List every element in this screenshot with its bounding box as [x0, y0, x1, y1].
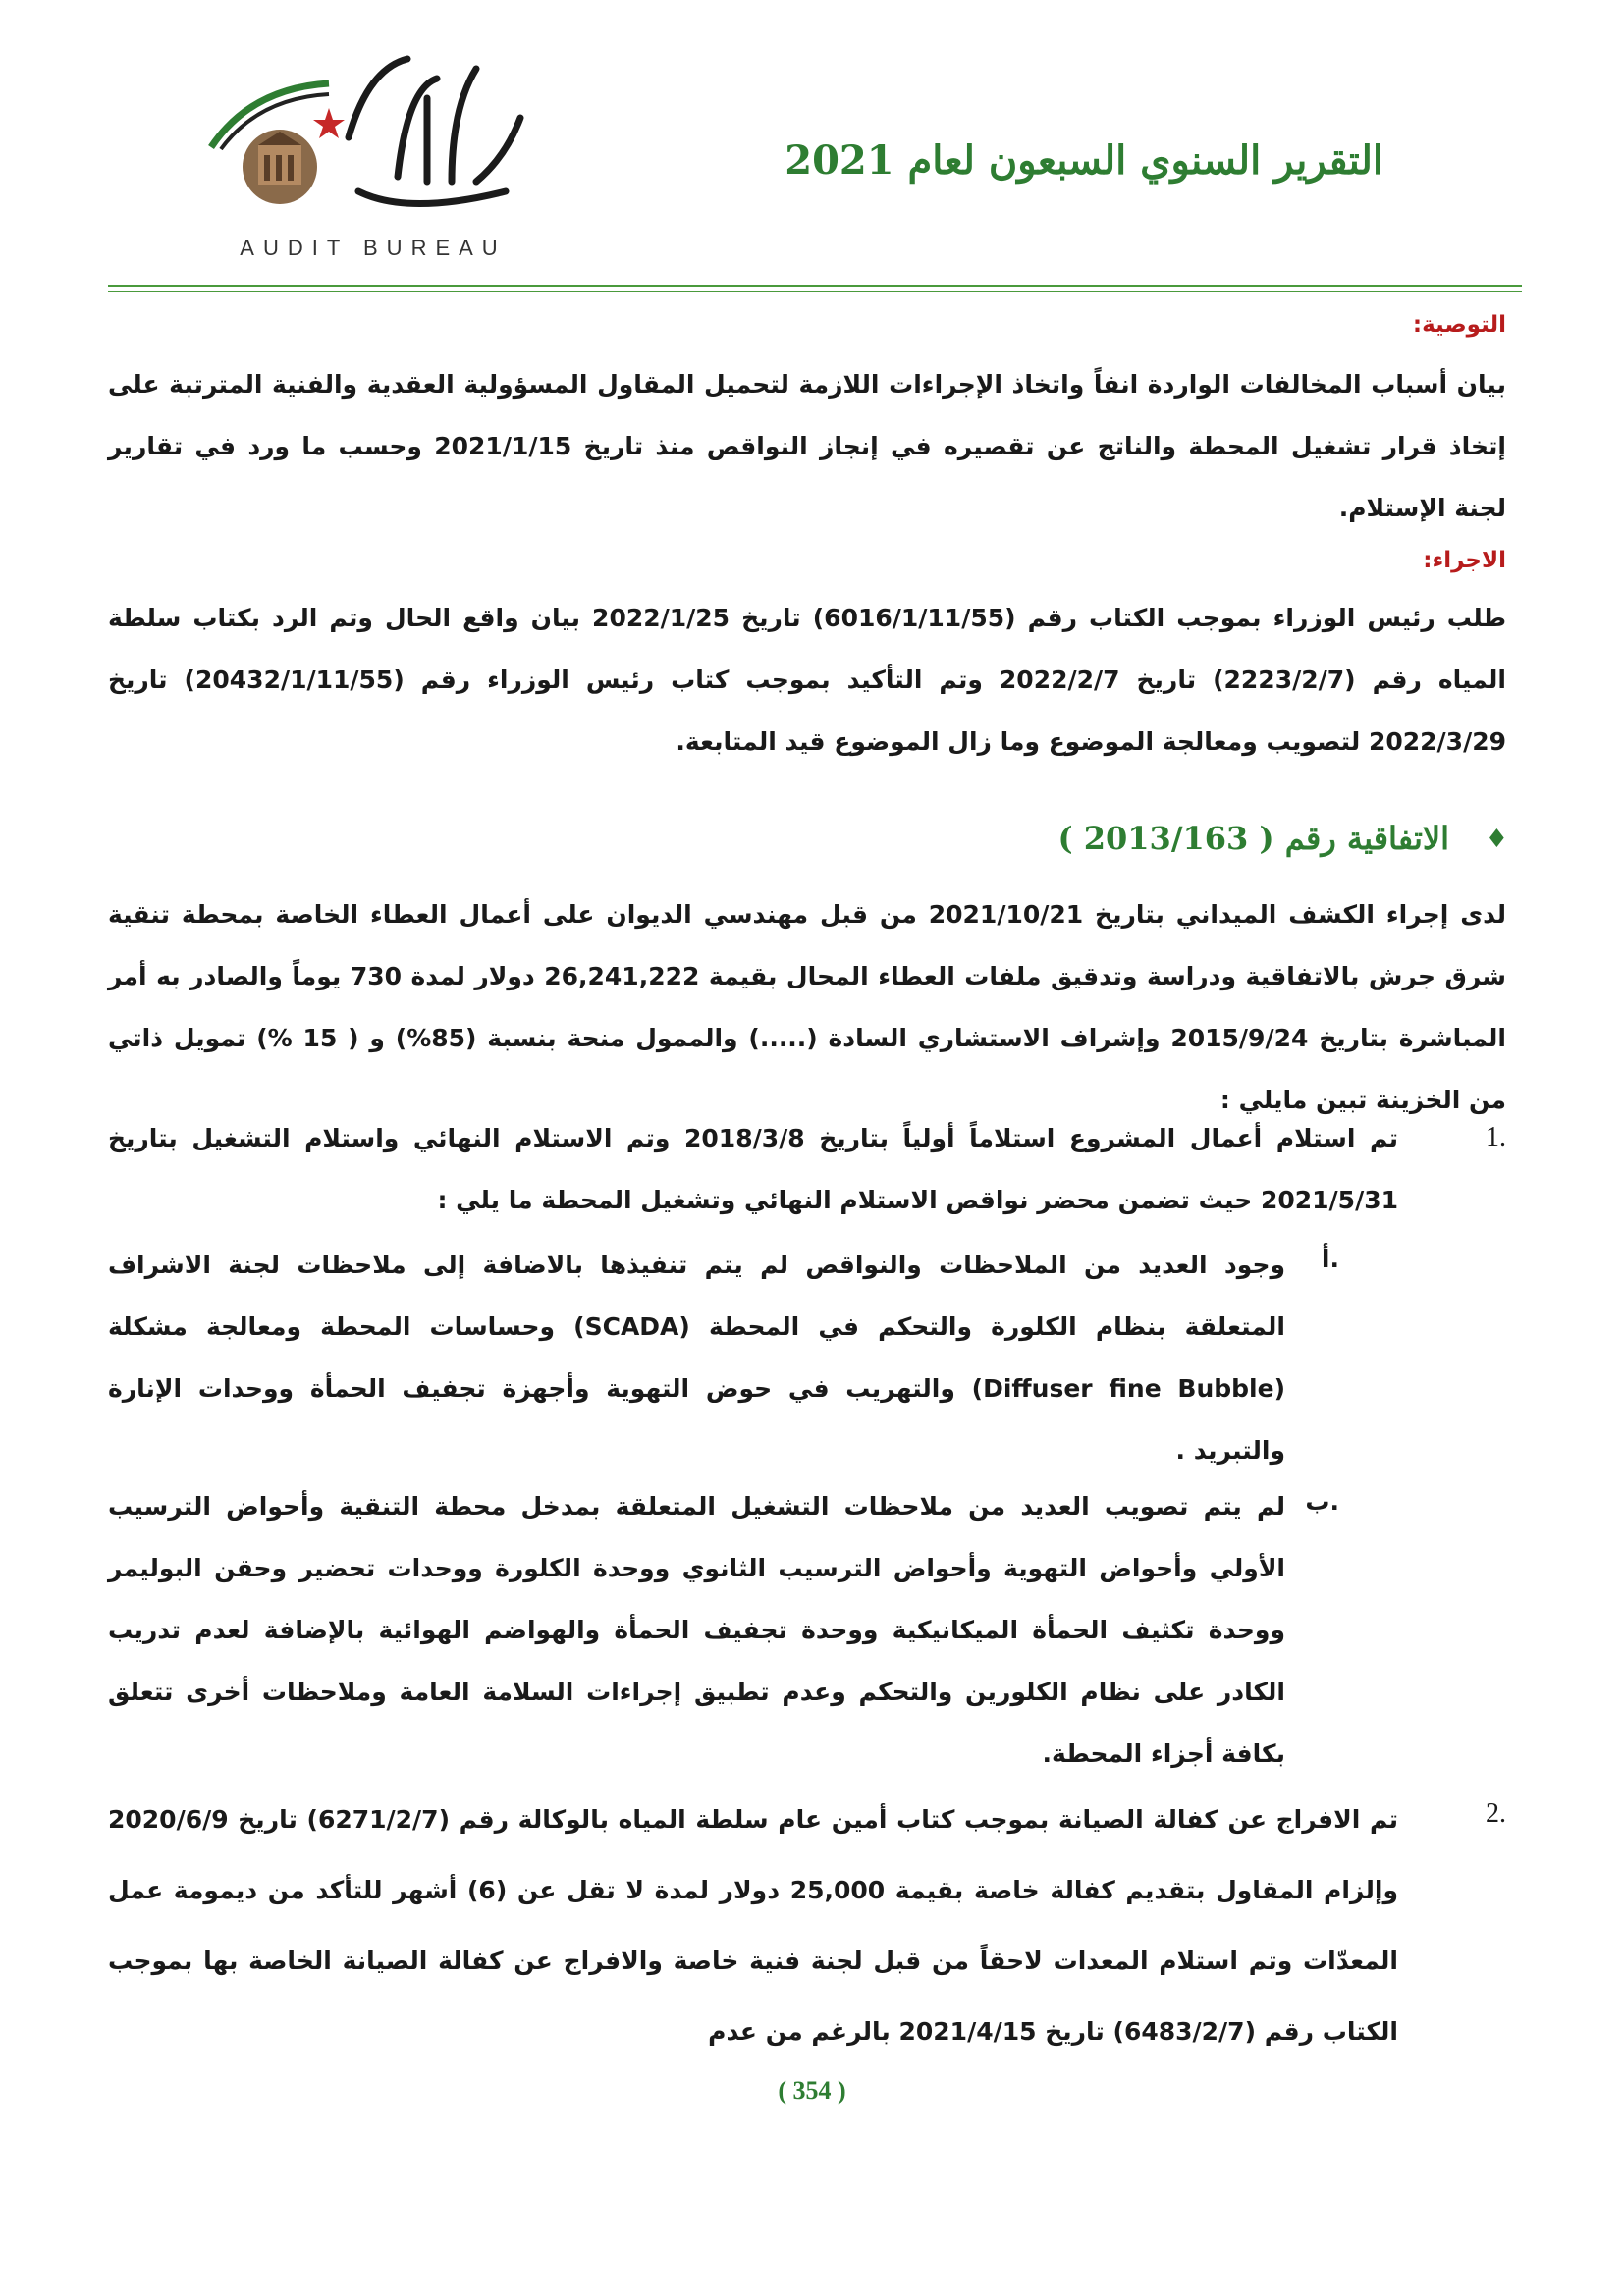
sub-item-label: أ.: [1321, 1245, 1339, 1273]
recommendation-label: التوصية:: [1412, 312, 1506, 338]
page-number: ( 354 ): [778, 2076, 846, 2105]
recommendation-text: بيان أسباب المخالفات الواردة انفاً واتخاذ الإجراءات اللازمة لتحميل المقاول المسؤولية العقدية والفنية المترتبة على إتخاذ قرار تشغيل المحطة والناتج عن تقصيره في إنجاز النواقص منذ تاريخ 2021/1/15 وحسب ما ورد في تقارير لجنة الإستلام.: [108, 370, 1506, 522]
list-item-text: تم استلام أعمال المشروع استلاماً أولياً بتاريخ 2018/3/8 وتم الاستلام النهائي واستلام التشغيل بتاريخ 2021/5/31 حيث تضمن محضر نواقص الاستلام النهائي وتشغيل المحطة ما يلي :: [108, 1124, 1398, 1214]
petra-treasury-icon: [243, 130, 317, 204]
logo-text: AUDIT BUREAU: [240, 236, 507, 260]
header-divider: [108, 285, 1522, 287]
list-item-number: 2.: [1486, 1798, 1506, 1829]
sub-item-text: وجود العديد من الملاحظات والنواقص لم يتم تنفيذها بالاضافة إلى ملاحظات لجنة الاشراف المتعلقة بنظام الكلورة والتحكم في المحطة (SCADA) وحساسات المحطة ومعالجة مشكلة (Diffuser fine Bubble) والتهريب في حوض التهوية وأجهزة تجفيف الحمأة ووحدات الإنارة والتبريد .: [108, 1251, 1286, 1465]
sub-item-text: لم يتم تصويب العديد من ملاحظات التشغيل المتعلقة بمدخل محطة التنقية وأحواض الترسيب الأولي وأحواض التهوية وأحواض الترسيب الثانوي ووحدة الكلورة ووحدات تحضير وحقن البوليمر ووحدة تكثيف الحمأة الميكانيكية ووحدة تجفيف الحمأة والهواضم الهوائية بالإضافة لعدم تدريب الكادر على نظام الكلورين والتحكم وعدم تطبيق إجراءات السلامة العامة وملاحظات أخرى تتعلق بكافة أجزاء المحطة.: [108, 1492, 1285, 1768]
star-icon: [313, 108, 345, 138]
action-text: طلب رئيس الوزراء بموجب الكتاب رقم (6016/1/11/55) تاريخ 2022/1/25 بيان واقع الحال وتم الرد بكتاب سلطة المياه رقم (2223/2/7) تاريخ 2022/2/7 وتم التأكيد بموجب كتاب رئيس الوزراء رقم (20432/1/11/55) تاريخ 2022/3/29 لتصويب ومعالجة الموضوع وما زال الموضوع قيد المتابعة.: [108, 604, 1506, 756]
agreement-intro: لدى إجراء الكشف الميداني بتاريخ 2021/10/21 من قبل مهندسي الديوان على أعمال العطاء الخاصة بمحطة تنقية شرق جرش بالاتفاقية ودراسة وتدقيق ملفات العطاء المحال بقيمة 26,241,222 دولار لمدة 730 يوماً والصادر به أمر المباشرة بتاريخ 2015/9/24 وإشراف الاستشاري السادة (.....) والممول منحة بنسبة (85%) و ( 15 %) تمويل ذاتي من الخزينة تبين مايلي :: [108, 900, 1506, 1114]
sub-item-label: ب.: [1305, 1487, 1339, 1516]
agreement-heading: الاتفاقية رقم ( 2013/163 ): [1057, 820, 1449, 857]
action-label: الاجراء:: [1423, 548, 1506, 573]
diamond-bullet-icon: ♦: [1485, 825, 1508, 854]
list-item-number: 1.: [1486, 1122, 1506, 1152]
list-item-text: تم الافراج عن كفالة الصيانة بموجب كتاب أمين عام سلطة المياه بالوكالة رقم (6271/2/7) تاريخ 2020/6/9 وإلزام المقاول بتقديم كفالة خاصة بقيمة 25,000 دولار لمدة لا تقل عن (6) أشهر للتأكد من ديمومة عمل المعدّات وتم استلام المعدات لاحقاً من قبل لجنة فنية خاصة والافراج عن كفالة الصيانة الخاصة بها بموجب الكتاب رقم (6483/2/7) تاريخ 2021/4/15 بالرغم من عدم: [108, 1805, 1398, 2046]
audit-bureau-logo: [182, 29, 555, 265]
header-divider-thin: [108, 291, 1522, 292]
report-title: التقرير السنوي السبعون لعام 2021: [785, 137, 1383, 184]
